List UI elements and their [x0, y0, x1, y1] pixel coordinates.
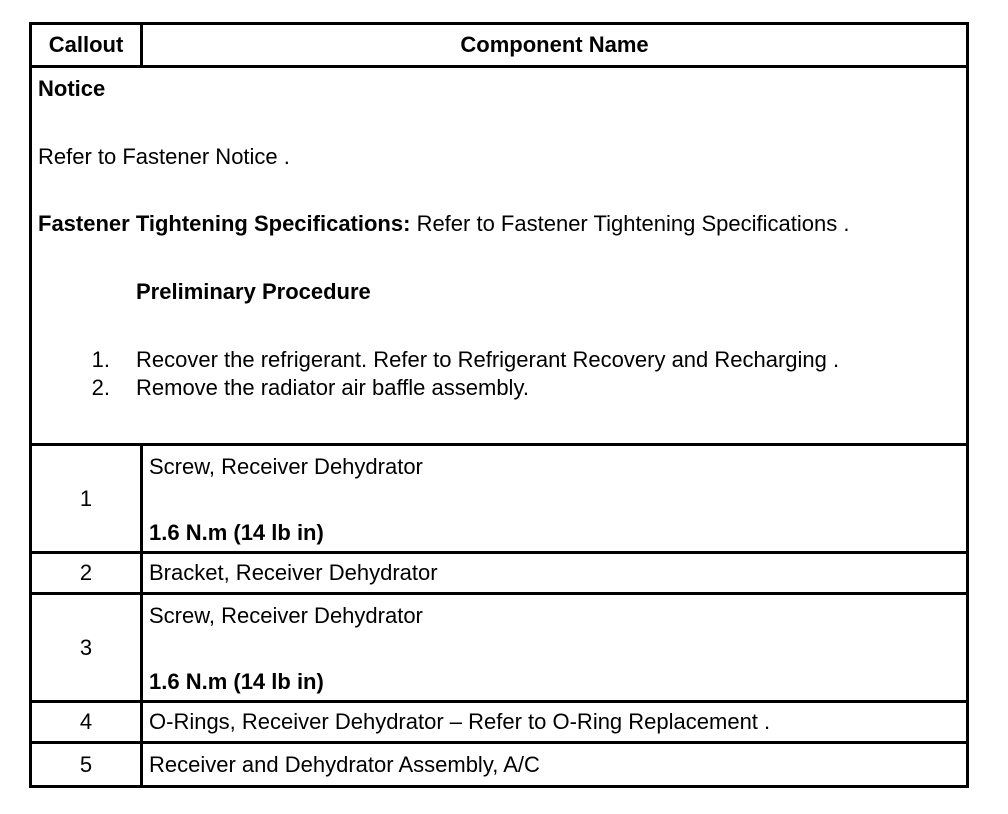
component-name-cell [143, 446, 966, 551]
step-text: Remove the radiator air baffle assembly. [136, 375, 529, 400]
component-name-column-header: Component Name [460, 32, 649, 57]
table-row [32, 744, 966, 785]
step-text: Recover the refrigerant. Refer to Refrigerant Recovery and Recharging . [136, 347, 840, 372]
callout-cell: 2 [32, 554, 143, 592]
component-name: Screw, Receiver Dehydrator [149, 603, 423, 628]
tightening-spec-line [38, 211, 849, 237]
table-header-row [32, 25, 966, 68]
component-name-cell: Bracket, Receiver Dehydrator [149, 560, 438, 585]
tightening-spec-text: Refer to Fastener Tightening Specifications . [416, 211, 850, 236]
component-name-cell [143, 595, 966, 700]
callout-cell: 4 [32, 703, 143, 741]
component-name-cell: Receiver and Dehydrator Assembly, A/C [149, 751, 540, 777]
callout-cell: 5 [32, 744, 143, 785]
component-table [29, 22, 969, 788]
notice-title: Notice [38, 76, 106, 101]
table-row [32, 554, 966, 595]
step-number: 1. [91, 347, 110, 372]
table-row [32, 703, 966, 744]
step-number: 2. [91, 375, 110, 400]
notice-block [32, 68, 966, 446]
preliminary-procedure-title: Preliminary Procedure [136, 279, 371, 304]
table-row [32, 595, 966, 703]
torque-spec: 1.6 N.m (14 lb in) [149, 669, 324, 694]
callout-cell: 1 [32, 446, 143, 551]
callout-column-header: Callout [32, 25, 143, 65]
torque-spec: 1.6 N.m (14 lb in) [149, 520, 324, 545]
tightening-spec-label: Fastener Tightening Specifications: [38, 211, 411, 236]
fastener-notice-text: Refer to Fastener Notice . [38, 144, 290, 169]
component-name-cell: O-Rings, Receiver Dehydrator – Refer to O-Ring Replacement . [149, 709, 771, 734]
table-row [32, 446, 966, 554]
component-name: Screw, Receiver Dehydrator [149, 454, 423, 479]
callout-cell: 3 [32, 595, 143, 700]
